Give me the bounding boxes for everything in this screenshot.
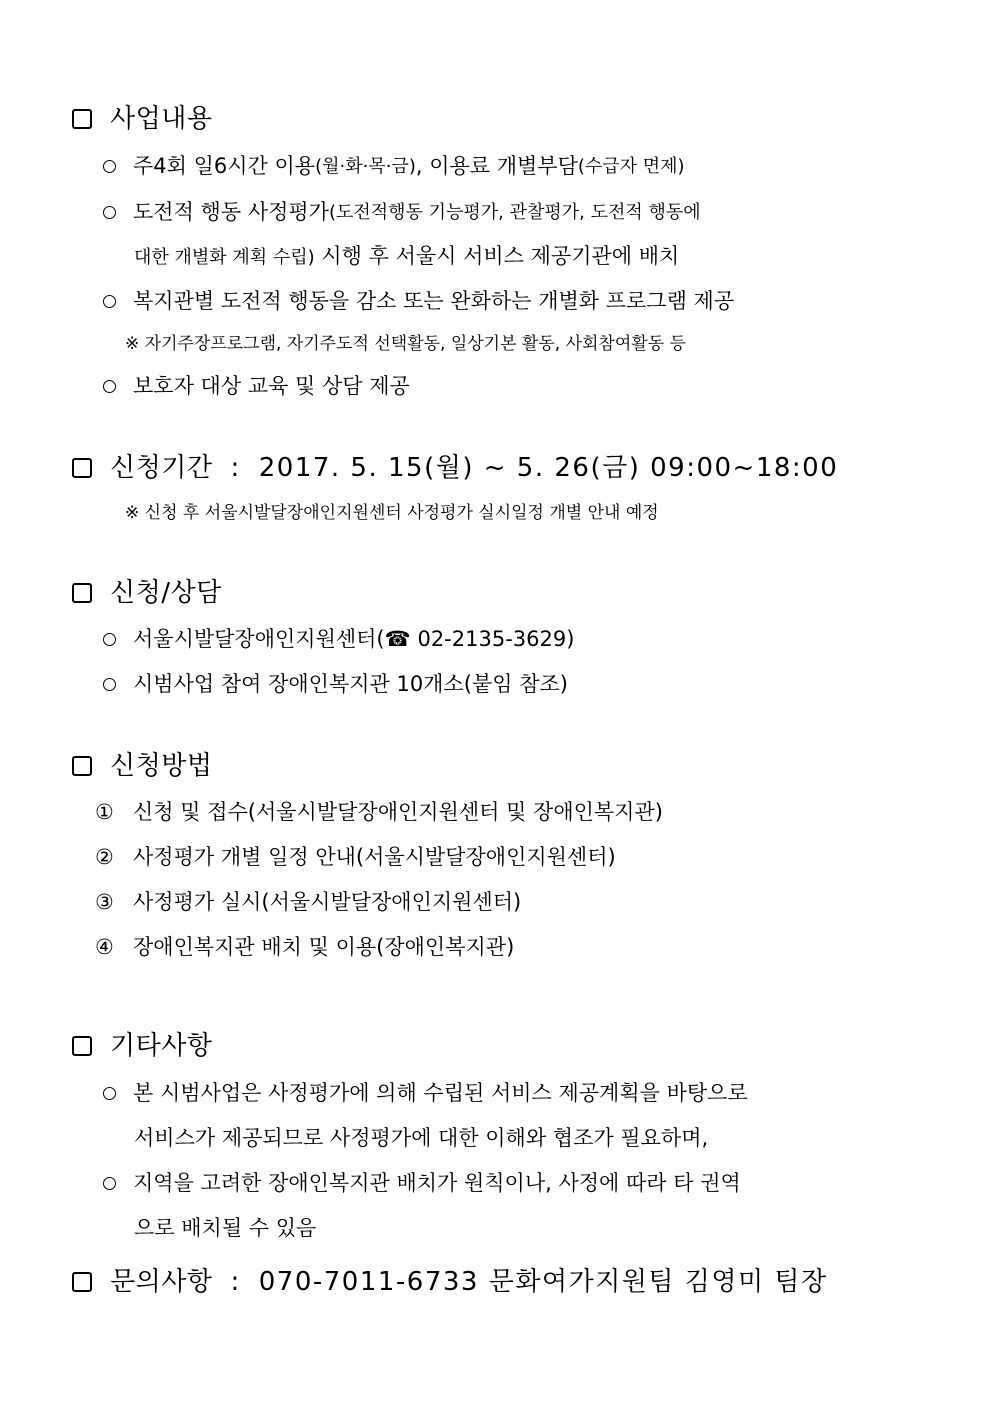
circle-bullet-icon (103, 380, 116, 393)
bullet-text: , 이용료 개별부담 (415, 154, 578, 178)
bullet-item (103, 156, 685, 177)
bullet-text: 시범사업 참여 장애인복지관 10개소(붙임 참조) (133, 672, 568, 696)
section-heading-inquiry (72, 1269, 828, 1295)
checkbox-square-icon (72, 458, 92, 478)
step-number: ① (95, 800, 114, 824)
numbered-step (95, 802, 663, 823)
circle-bullet-icon (103, 160, 116, 173)
bullet-continuation (134, 246, 679, 267)
bullet-text: 보호자 대상 교육 및 상담 제공 (133, 374, 410, 398)
bullet-item (103, 202, 701, 223)
section-title: 신청/상담 (110, 578, 222, 608)
bullet-text: 복지관별 도전적 행동을 감소 또는 완화하는 개별화 프로그램 제공 (133, 289, 735, 313)
note-text: ※ 신청 후 서울시발달장애인지원센터 사정평가 실시일정 개별 안내 예정 (125, 503, 659, 523)
bullet-item (103, 1173, 741, 1194)
bullet-text: 본 시범사업은 사정평가에 의해 수립된 서비스 제공계획을 바탕으로 (133, 1081, 748, 1105)
circle-bullet-icon (103, 633, 116, 646)
bullet-paren-text: (도전적행동 기능평가, 관찰평가, 도전적 행동에 (328, 201, 701, 223)
section-title: 신청기간 (110, 453, 213, 483)
section-heading-etc (72, 1033, 212, 1059)
section-title: 사업내용 (110, 104, 213, 134)
continuation-text: 시행 후 서울시 서비스 제공기관에 배치 (314, 244, 680, 268)
bullet-continuation: 으로 배치될 수 있음 (134, 1216, 317, 1240)
section-heading-consult (72, 580, 222, 606)
section-heading-period (72, 455, 838, 481)
checkbox-square-icon (72, 583, 92, 603)
step-text: 장애인복지관 배치 및 이용(장애인복지관) (133, 935, 515, 959)
checkbox-square-icon (72, 1272, 92, 1292)
bullet-item (103, 376, 410, 397)
step-text: 신청 및 접수(서울시발달장애인지원센터 및 장애인복지관) (133, 800, 663, 824)
circle-bullet-icon (103, 1177, 116, 1190)
section-title: 신청방법 (110, 751, 213, 781)
continuation-paren-text: 대한 개별화 계획 수립) (134, 247, 315, 268)
step-number: ③ (95, 890, 114, 914)
bullet-item (103, 291, 734, 312)
bullet-text: 주4회 일6시간 이용 (133, 154, 316, 178)
numbered-step (95, 847, 616, 868)
bullet-item (103, 674, 568, 695)
bullet-text: 서울시발달장애인지원센터(☎ 02-2135-3629) (133, 627, 575, 651)
bullet-text: 지역을 고려한 장애인복지관 배치가 원칙이나, 사정에 따라 타 권역 (133, 1171, 741, 1195)
numbered-step (95, 892, 521, 913)
bullet-paren-text: (월·화·목·금) (315, 155, 416, 177)
checkbox-square-icon (72, 756, 92, 776)
circle-bullet-icon (103, 678, 116, 691)
section-heading-method (72, 753, 212, 779)
circle-bullet-icon (103, 295, 116, 308)
step-number: ② (95, 845, 114, 869)
bullet-paren-text: (수급자 면제) (577, 155, 685, 177)
note-text: ※ 자기주장프로그램, 자기주도적 선택활동, 일상기본 활동, 사회참여활동 등 (125, 334, 686, 354)
circle-bullet-icon (103, 206, 116, 219)
step-text: 사정평가 개별 일정 안내(서울시발달장애인지원센터) (133, 845, 616, 869)
circle-bullet-icon (103, 1087, 116, 1100)
step-number: ④ (95, 935, 114, 959)
period-value: 2017. 5. 15(월) ~ 5. 26(금) 09:00~18:00 (258, 453, 839, 483)
section-title: 문의사항 (110, 1267, 213, 1297)
section-heading-business (72, 106, 212, 132)
bullet-text: 도전적 행동 사정평가 (133, 200, 329, 224)
inquiry-value: 070-7011-6733 문화여가지원팀 김영미 팀장 (258, 1267, 828, 1297)
bullet-continuation: 서비스가 제공되므로 사정평가에 대한 이해와 협조가 필요하며, (134, 1126, 709, 1150)
section-title: 기타사항 (110, 1031, 213, 1061)
heading-colon: : (230, 1267, 241, 1297)
bullet-item (103, 629, 574, 650)
checkbox-square-icon (72, 1036, 92, 1056)
checkbox-square-icon (72, 109, 92, 129)
bullet-item (103, 1083, 748, 1104)
heading-colon: : (230, 453, 241, 483)
numbered-step (95, 937, 514, 958)
step-text: 사정평가 실시(서울시발달장애인지원센터) (133, 890, 522, 914)
